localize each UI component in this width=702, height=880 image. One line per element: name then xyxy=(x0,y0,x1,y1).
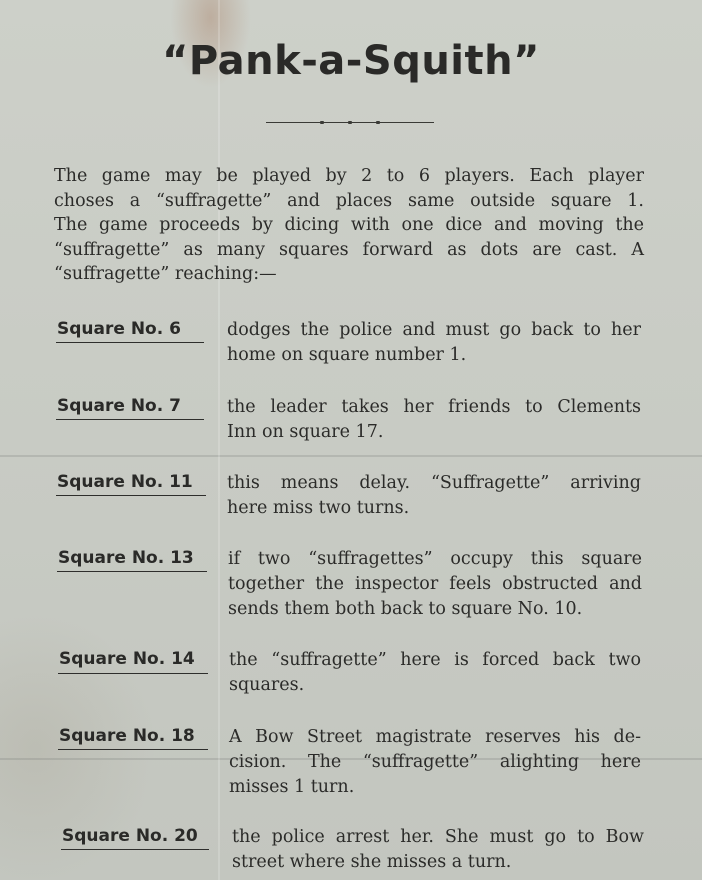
label-underline xyxy=(57,571,207,572)
rule-line: the police arrest her. She must go to Bow xyxy=(232,827,644,847)
rule-label: Square No. 13 xyxy=(58,548,194,568)
rule-description xyxy=(227,471,641,521)
rule-description xyxy=(227,318,641,368)
rule-label: Square No. 6 xyxy=(57,319,181,339)
rule-description xyxy=(227,395,641,445)
rule-line: the “suffragette” here is forced back two xyxy=(229,650,641,670)
rule-label: Square No. 7 xyxy=(57,396,181,416)
rule-line: street where she misses a turn. xyxy=(232,852,512,872)
title-ornament xyxy=(266,121,434,124)
rule-line: A Bow Street magistrate reserves his de- xyxy=(229,727,641,747)
rule-line: if two “suffragettes” occupy this square xyxy=(228,549,642,569)
intro-line: choses a “suffragette” and places same outside square 1. xyxy=(54,190,644,211)
rule-description xyxy=(229,648,641,698)
label-underline xyxy=(56,495,206,496)
intro-line: “suffragette” reaching:— xyxy=(54,264,277,284)
label-underline xyxy=(58,673,208,674)
label-underline xyxy=(56,342,204,343)
paper-fold-line xyxy=(218,0,220,880)
rule-label: Square No. 11 xyxy=(57,472,193,492)
page-title: “Pank-a-Squith” xyxy=(162,38,540,84)
intro-paragraph xyxy=(54,164,644,287)
rule-line: home on square number 1. xyxy=(227,345,467,365)
intro-line: The game proceeds by dicing with one dice and moving the xyxy=(54,215,644,235)
label-underline xyxy=(56,419,204,420)
rule-line: together the inspector feels obstructed and xyxy=(228,574,642,594)
paper-fold-line xyxy=(0,455,702,457)
rule-line: Inn on square 17. xyxy=(227,422,384,442)
intro-line: “suffragette” as many squares forward as dots are cast. A xyxy=(54,239,644,260)
rule-label: Square No. 20 xyxy=(62,826,198,846)
rule-line: sends them both back to square No. 10. xyxy=(228,599,583,619)
rule-line: dodges the police and must go back to her xyxy=(227,320,641,340)
rule-line: here miss two turns. xyxy=(227,498,410,518)
rule-line: squares. xyxy=(229,675,305,695)
rule-line: this means delay. “Suffragette” arriving xyxy=(227,473,641,493)
rule-line: the leader takes her friends to Clements xyxy=(227,397,641,417)
label-underline xyxy=(61,849,209,850)
rule-label: Square No. 18 xyxy=(59,726,195,746)
intro-line: The game may be played by 2 to 6 players. Each player xyxy=(54,166,644,186)
rule-description xyxy=(229,725,641,800)
rule-line: misses 1 turn. xyxy=(229,777,355,797)
rule-label: Square No. 14 xyxy=(59,649,195,669)
rule-line: cision. The “suffragette” alighting here xyxy=(229,752,641,772)
label-underline xyxy=(58,749,208,750)
rule-description xyxy=(232,825,644,875)
rule-description xyxy=(228,547,642,622)
